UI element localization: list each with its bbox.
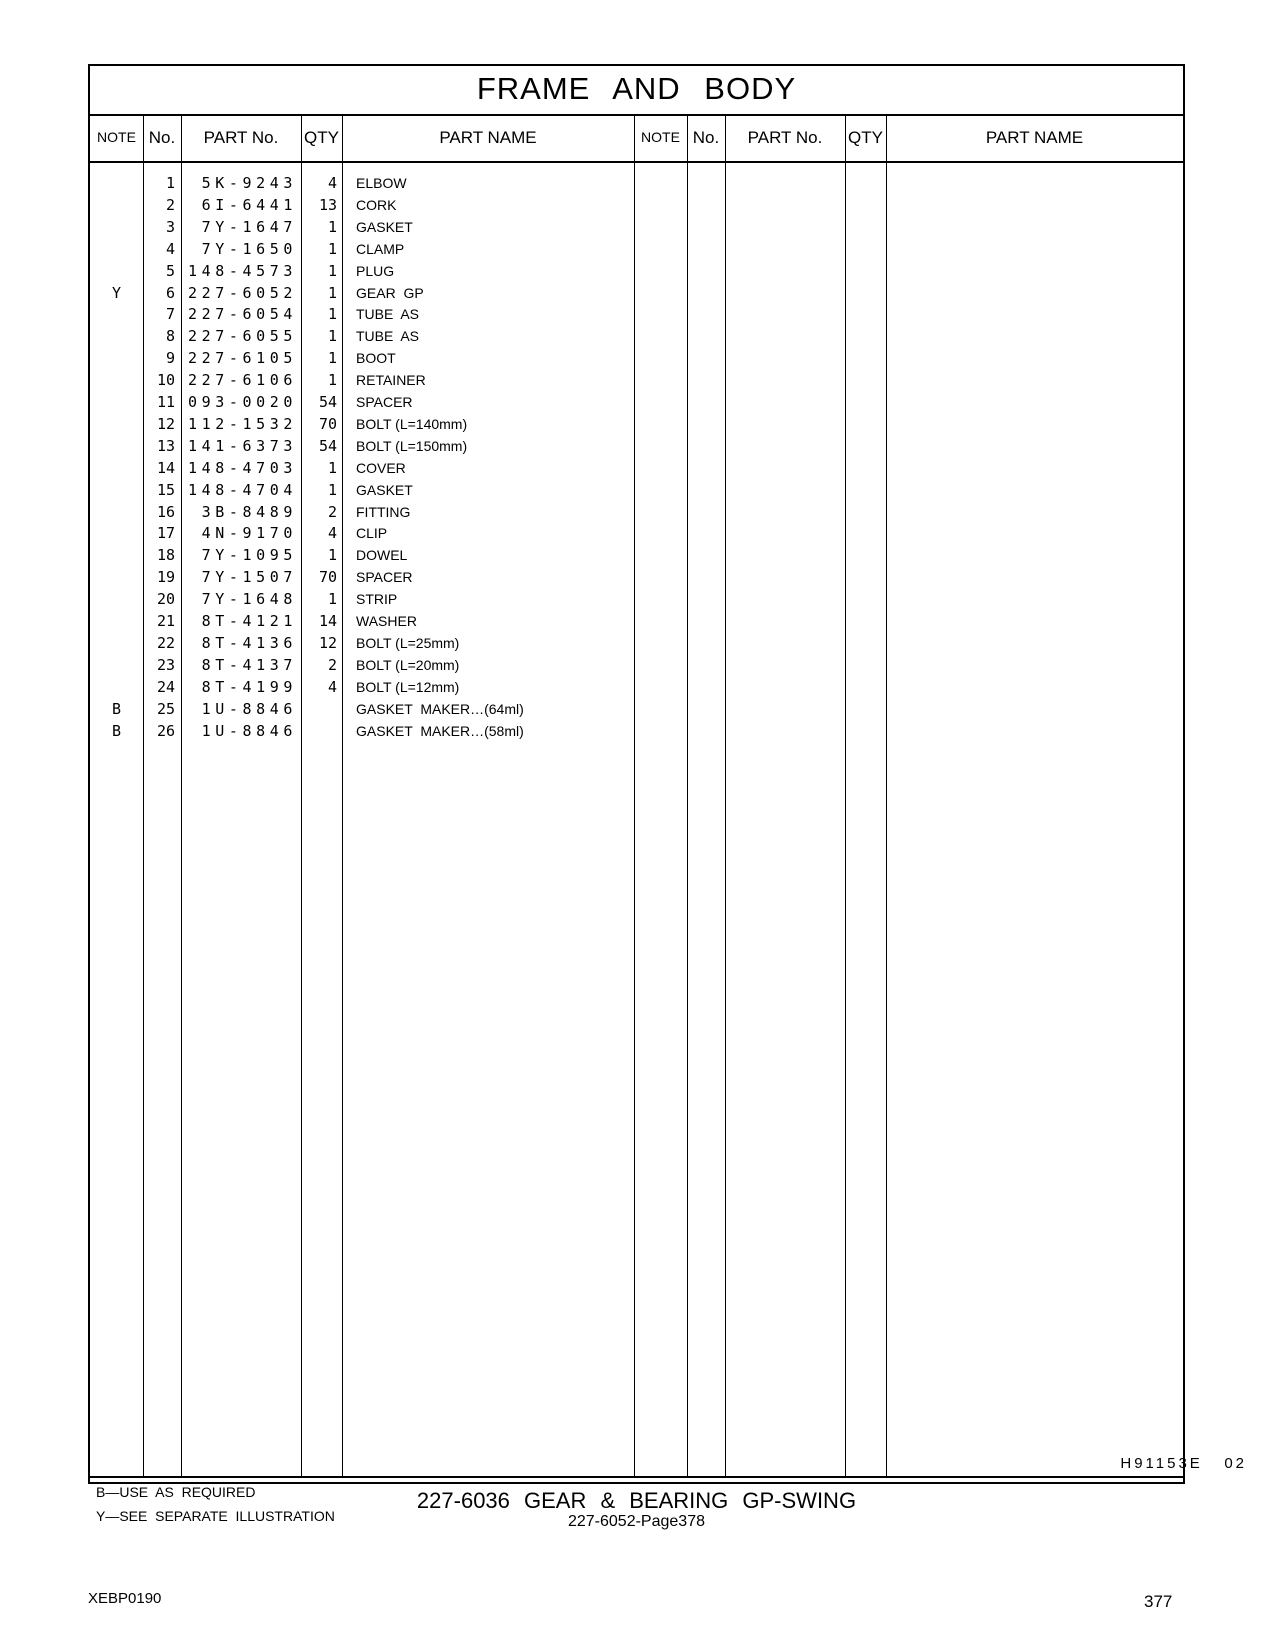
row-quantity: 1 [327, 217, 337, 236]
header-part-name: PART NAME [439, 128, 537, 147]
row-quantity: 13 [318, 195, 337, 214]
row-quantity: 1 [327, 458, 337, 477]
row-part-name: TUBE AS [356, 328, 420, 345]
row-part-number: 7Y-1650 [201, 239, 297, 258]
row-number: 18 [156, 546, 175, 565]
page-title: FRAME AND BODY [90, 66, 1183, 116]
row-part-number: 1U-8846 [201, 721, 297, 740]
row-number: 25 [156, 699, 175, 718]
row-number: 13 [156, 436, 175, 455]
table-row [90, 172, 1183, 195]
table-row [90, 260, 1183, 283]
table-row [90, 369, 1183, 392]
row-part-number: 148-4704 [187, 480, 297, 499]
row-part-name: RETAINER [356, 372, 426, 389]
row-part-number: 148-4573 [187, 261, 297, 280]
row-quantity: 1 [327, 283, 337, 302]
row-number: 4 [165, 239, 175, 258]
row-part-name: GEAR GP [356, 284, 424, 301]
row-number: 3 [165, 217, 175, 236]
header-part-name-2: PART NAME [985, 128, 1084, 147]
row-quantity: 1 [327, 590, 337, 609]
table-row [90, 391, 1183, 414]
row-part-name: WASHER [356, 613, 417, 629]
row-part-number: 7Y-1507 [201, 568, 297, 587]
row-quantity: 54 [318, 393, 337, 411]
page-number: 377 [1144, 1592, 1173, 1611]
header-qty: QTY [304, 128, 339, 147]
header-qty-2: QTY [848, 128, 883, 147]
row-part-name: BOLT (L=150mm) [356, 437, 468, 454]
row-part-name: CORK [356, 196, 397, 213]
row-part-name: BOLT (L=25mm) [356, 634, 460, 651]
table-row [90, 522, 1183, 545]
row-number: 16 [156, 502, 175, 521]
table-row [90, 654, 1183, 677]
row-part-name: PLUG [356, 262, 395, 279]
row-number: 17 [156, 524, 175, 543]
row-part-number: 3B-8489 [201, 502, 297, 521]
footnote-y: Y—SEE SEPARATE ILLUSTRATION [96, 1508, 335, 1524]
row-quantity: 70 [318, 414, 337, 433]
row-part-name: SPACER [356, 569, 413, 586]
row-part-number: 141-6373 [187, 436, 297, 455]
row-part-name: FITTING [356, 503, 411, 520]
row-note: B [111, 699, 122, 718]
row-part-number: 7Y-1648 [201, 590, 297, 609]
table-row [90, 544, 1183, 567]
row-part-number: 8T-4136 [201, 633, 297, 652]
header-part-no: PART No. [203, 128, 279, 147]
row-part-name: COVER [356, 459, 406, 476]
header-no-2: No. [692, 128, 720, 147]
header-no: No. [148, 128, 176, 147]
row-part-number: 093-0020 [187, 393, 297, 411]
row-quantity: 1 [327, 327, 337, 346]
row-part-name: GASKET [356, 481, 413, 498]
assembly-title: 227-6036 GEAR & BEARING GP-SWING [416, 1488, 857, 1513]
row-number: 24 [156, 677, 175, 696]
row-part-name: BOLT (L=12mm) [356, 678, 460, 695]
row-part-name: CLAMP [356, 240, 405, 257]
row-note: B [111, 721, 122, 740]
row-number: 10 [156, 371, 175, 390]
row-number: 26 [156, 721, 175, 740]
row-part-number: 227-6055 [187, 327, 297, 346]
row-number: 5 [165, 261, 175, 280]
row-quantity: 14 [318, 612, 337, 630]
header-note: NOTE [97, 129, 136, 145]
row-part-number: 8T-4137 [201, 655, 297, 674]
row-part-name: STRIP [356, 591, 398, 608]
document-id: XEBP0190 [88, 1590, 162, 1607]
table-row [90, 676, 1183, 699]
table-row [90, 632, 1183, 655]
row-number: 19 [156, 568, 175, 587]
row-part-name: BOLT (L=20mm) [356, 656, 460, 673]
table-header [90, 114, 1183, 163]
table-row [90, 588, 1183, 611]
row-quantity: 1 [327, 349, 337, 368]
row-note: Y [111, 283, 122, 302]
row-number: 22 [156, 633, 175, 652]
table-row [90, 347, 1183, 370]
row-part-number: 227-6106 [187, 371, 297, 390]
row-quantity: 12 [318, 633, 337, 652]
row-part-number: 8T-4199 [201, 677, 297, 696]
table-row [90, 698, 1183, 721]
header-note-2: NOTE [641, 129, 680, 145]
row-part-name: GASKET [356, 218, 413, 235]
row-part-number: 227-6054 [187, 305, 297, 324]
row-part-name: CLIP [356, 525, 388, 542]
row-quantity: 1 [327, 371, 337, 390]
table-row [90, 501, 1183, 524]
row-number: 15 [156, 480, 175, 499]
row-part-number: 8T-4121 [201, 612, 297, 630]
row-number: 7 [165, 305, 175, 324]
row-number: 23 [156, 655, 175, 674]
table-row [90, 610, 1183, 633]
assembly-subtitle: 227-6052-Page378 [567, 1513, 705, 1530]
row-quantity: 4 [327, 174, 337, 192]
row-number: 11 [156, 393, 175, 411]
row-part-number: 112-1532 [187, 414, 297, 433]
row-quantity: 2 [327, 502, 337, 521]
row-quantity: 54 [318, 436, 337, 455]
row-part-number: 227-6105 [187, 349, 297, 368]
table-row [90, 457, 1183, 480]
row-part-number: 4N-9170 [201, 524, 297, 543]
table-row [90, 720, 1183, 743]
row-quantity: 4 [327, 677, 337, 696]
row-part-name: DOWEL [356, 547, 408, 564]
table-row [90, 303, 1183, 326]
row-part-number: 227-6052 [187, 283, 297, 302]
row-quantity: 1 [327, 261, 337, 280]
table-row [90, 216, 1183, 239]
row-part-number: 5K-9243 [201, 174, 297, 192]
row-quantity: 1 [327, 239, 337, 258]
row-number: 6 [165, 283, 175, 302]
row-quantity: 1 [327, 546, 337, 565]
illustration-code: H91153E 02 [1120, 1455, 1247, 1472]
row-quantity: 1 [327, 480, 337, 499]
header-part-no-2: PART No. [747, 128, 823, 147]
table-row [90, 479, 1183, 502]
row-quantity: 1 [327, 305, 337, 324]
table-row [90, 435, 1183, 458]
row-quantity: 70 [318, 568, 337, 587]
row-part-name: BOOT [356, 350, 396, 367]
row-number: 21 [156, 612, 175, 630]
row-number: 20 [156, 590, 175, 609]
table-row [90, 194, 1183, 217]
table-row [90, 413, 1183, 436]
row-part-name: GASKET MAKER…(58ml) [356, 722, 524, 739]
row-part-number: 6I-6441 [201, 195, 297, 214]
row-part-name: TUBE AS [356, 306, 420, 323]
row-part-name: GASKET MAKER…(64ml) [356, 700, 524, 717]
row-quantity: 2 [327, 655, 337, 674]
row-part-number: 7Y-1647 [201, 217, 297, 236]
table-body [90, 161, 1183, 1478]
row-number: 2 [165, 195, 175, 214]
table-row [90, 282, 1183, 305]
row-number: 8 [165, 327, 175, 346]
row-part-name: SPACER [356, 394, 413, 410]
row-number: 9 [165, 349, 175, 368]
row-part-name: ELBOW [356, 175, 407, 191]
row-number: 1 [165, 174, 175, 192]
row-quantity: 4 [327, 524, 337, 543]
row-number: 14 [156, 458, 175, 477]
table-row [90, 238, 1183, 261]
footnote-b: B—USE AS REQUIRED [96, 1484, 256, 1500]
row-part-number: 148-4703 [187, 458, 297, 477]
row-number: 12 [156, 414, 175, 433]
row-part-number: 1U-8846 [201, 699, 297, 718]
row-part-number: 7Y-1095 [201, 546, 297, 565]
table-row [90, 566, 1183, 589]
row-part-name: BOLT (L=140mm) [356, 415, 468, 432]
table-row [90, 325, 1183, 348]
